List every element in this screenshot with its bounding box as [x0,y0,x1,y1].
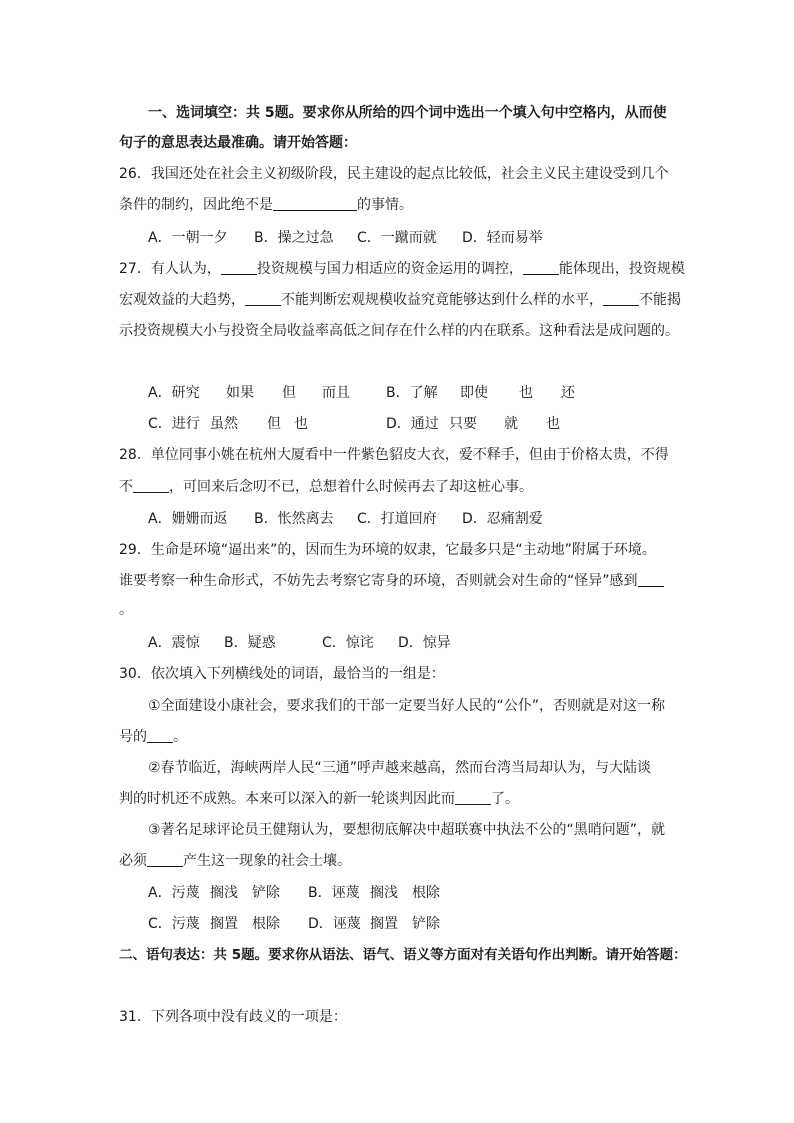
q29-option-c: C．惊诧 [322,635,374,651]
q29-line2 [119,572,664,590]
q27-option-a-label: A．研究 [148,385,200,401]
q26-line2-pre: 条件的制约，因此绝不是 [119,197,273,213]
q27-option-b-label: B．了解 [386,385,438,401]
q30-option-c-word2: 根除 [252,916,280,932]
q28-line2 [119,478,533,496]
q30-blank-2 [455,790,491,805]
q27-option-d-word3: 也 [546,416,560,432]
q26-option-d: D．轻而易举 [462,230,543,246]
q27-blank-3 [245,291,281,306]
q27-option-b-word2: 也 [519,385,533,401]
q30-s3-l2-a: 必须 [119,853,147,869]
q27-option-d-label: D．通过 [386,416,439,432]
q27-option-d-word1: 只要 [449,416,477,432]
q29-option-a: A．震惊 [148,635,200,651]
q30-sentence1-line1: ①全面建设小康社会，要求我们的干部一定要当好人民的“公仆”，否则就是对这一称 [148,698,666,714]
q30-line1: 30．依次填入下列横线处的词语，最恰当的一组是： [119,666,445,682]
q27-option-c-word1: 虽然 [210,416,238,432]
q29-line1: 29．生命是环境“逼出来”的，因而生为环境的奴隶，它最多只是“主动地”附属于环境。 [119,542,656,558]
q27-option-c-label: C．进行 [148,416,200,432]
q30-option-c-label: C．污蔑 [148,916,200,932]
q28-line2-a: 不 [119,479,133,495]
q28-option-a: A．姗姗而返 [148,511,228,527]
q27-option-a-word2: 但 [282,385,296,401]
q27-option-b-word3: 还 [561,385,575,401]
q28-option-d: D．忍痛割爱 [462,511,543,527]
q30-blank-3 [147,852,183,867]
q30-option-d-word2: 铲除 [412,916,440,932]
q30-s2-l2-b: 了。 [491,791,519,807]
q28-line1: 28．单位同事小姚在杭州大厦看中一件紫色貂皮大衣，爱不释手，但由于价格太贵，不得 [119,447,669,463]
q26-line2 [119,196,413,214]
q30-s1-l2-a: 号的 [119,729,147,745]
q27-option-c-word2: 但 [267,416,281,432]
q27-option-a-word1: 如果 [226,385,254,401]
q27-line1-c: 能体现出，投资规模 [558,261,685,277]
q28-blank [133,478,169,493]
q30-option-b-label: B．诬蔑 [308,885,360,901]
q30-option-d-label: D．诬蔑 [308,916,361,932]
section2-heading: 二、语句表达：共 5题。要求你从语法、语气、语义等方面对有关语句作出判断。请开始答题： [119,947,687,963]
q30-option-b-word1: 搁浅 [370,885,398,901]
q30-option-c-word1: 搁置 [210,916,238,932]
q26-blank [273,196,357,211]
q30-sentence2-line2 [119,790,519,808]
q26-line2-post: 的事情。 [357,197,413,213]
q27-line2 [119,291,681,309]
q30-option-d-word1: 搁置 [370,916,398,932]
q30-sentence1-line2 [119,728,187,746]
q27-line1-b: 投资规模与国力相适应的资金运用的调控， [256,261,523,277]
q27-blank-4 [603,291,639,306]
q27-line1-a: 27．有人认为， [119,261,221,277]
q30-option-a-word2: 铲除 [252,885,280,901]
q27-option-b-word1: 即使 [460,385,488,401]
q27-option-a-word3: 而且 [322,385,350,401]
q29-option-d: D．惊异 [398,635,451,651]
q27-blank-1 [221,260,257,275]
q30-option-a-label: A．污蔑 [148,885,200,901]
q30-s3-l2-b: 产生这一现象的社会土壤。 [183,853,351,869]
q30-blank-1 [147,728,173,743]
q27-line3: 示投资规模大小与投资全局收益率高低之间存在什么样的内在联系。这种看法是成问题的。 [119,323,679,339]
q27-line2-b: 不能判断宏观规模收益究竟能够达到什么样的水平， [281,292,603,308]
q27-option-c-word3: 也 [294,416,308,432]
q29-line3: 。 [119,602,133,618]
q27-blank-2 [523,260,559,275]
q30-sentence2-line1: ②春节临近，海峡两岸人民“三通”呼声越来越高，然而台湾当局却认为，与大陆谈 [148,760,652,776]
q26-option-a: A．一朝一夕 [148,230,228,246]
q26-option-c: C．一蹴而就 [357,230,437,246]
q27-line1 [119,260,685,278]
q28-option-c: C．打道回府 [357,511,437,527]
q28-line2-b: ，可回来后念叨不已，总想着什么时候再去了却这桩心事。 [169,479,533,495]
q28-option-b: B．怅然离去 [254,511,334,527]
q30-sentence3-line1: ③著名足球评论员王健翔认为，要想彻底解决中超联赛中执法不公的“黑哨问题”，就 [148,822,666,838]
q30-sentence3-line2 [119,852,351,870]
q31-line1: 31．下列各项中没有歧义的一项是： [119,1009,347,1025]
q27-option-d-word2: 就 [504,416,518,432]
q30-option-a-word1: 搁浅 [210,885,238,901]
q26-line1: 26．我国还处在社会主义初级阶段，民主建设的起点比较低，社会主义民主建设受到几个 [119,166,669,182]
q30-option-b-word2: 根除 [412,885,440,901]
q26-option-b: B．操之过急 [254,230,334,246]
section1-heading-line1: 一、选词填空：共 5题。要求你从所给的四个词中选出一个填入句中空格内，从而使 [148,105,667,121]
q30-s2-l2-a: 判的时机还不成熟。本来可以深入的新一轮谈判因此而 [119,791,455,807]
q29-line2-text: 谁要考察一种生命形式，不妨先去考察它寄身的环境，否则就会对生命的“怪异”感到 [119,573,638,589]
q29-blank [638,572,664,587]
q27-line2-a: 宏观效益的大趋势， [119,292,245,308]
q30-s1-l2-b: 。 [173,729,187,745]
q29-option-b: B．疑惑 [224,635,276,651]
q27-line2-c: 不能揭 [639,292,681,308]
section1-heading-line2: 句子的意思表达最准确。请开始答题： [119,135,357,151]
